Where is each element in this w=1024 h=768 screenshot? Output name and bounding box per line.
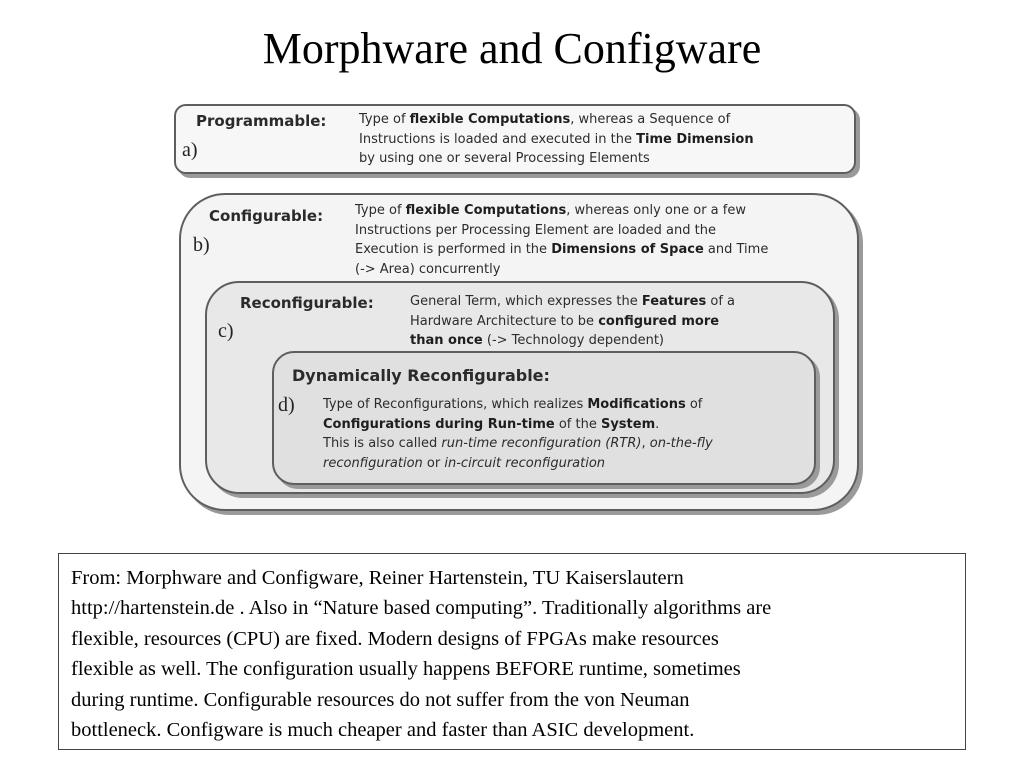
description-line: Hardware Architecture to be configured more [410, 313, 720, 329]
description-line: General Term, which expresses the Features of a [410, 294, 735, 309]
slide-title: Morphware and Configware [262, 24, 762, 73]
configurable-description [355, 201, 768, 279]
description-line: reconfiguration or in-circuit reconfiguration [323, 455, 606, 471]
reconfigurable-term: Reconfigurable: [240, 294, 374, 312]
programmable-term: Programmable: [196, 112, 327, 130]
label-a: a) [182, 139, 198, 161]
description-line: Instructions is loaded and executed in the Time Dimension [359, 131, 754, 147]
description-line: Configurations during Run-time of the System. [323, 416, 660, 432]
description-line: This is also called run-time reconfiguration (RTR), on-the-fly [323, 436, 713, 451]
note-line: From: Morphware and Configware, Reiner Hartenstein, TU Kaiserslautern [71, 567, 684, 589]
note-line: flexible as well. The configuration usually happens BEFORE runtime, sometimes [71, 658, 741, 681]
description-line: (-> Area) concurrently [355, 261, 501, 277]
label-d: d) [278, 394, 295, 416]
programmable-description [359, 110, 754, 169]
description-line: Type of flexible Computations, whereas a Sequence of [359, 112, 731, 127]
note-line: bottleneck. Configware is much cheaper and faster than ASIC development. [71, 719, 695, 742]
description-line: Type of Reconfigurations, which realizes Modifications of [323, 397, 703, 412]
note-line: http://hartenstein.de . Also in “Nature based computing”. Traditionally algorithms are [71, 597, 772, 620]
note-line: flexible, resources (CPU) are fixed. Modern designs of FPGAs make resources [71, 627, 719, 650]
dynamically-reconfigurable-term: Dynamically Reconfigurable: [292, 366, 550, 385]
source-note [58, 553, 966, 750]
description-line: Instructions per Processing Element are loaded and the [355, 222, 716, 238]
label-c: c) [218, 320, 234, 342]
description-line: than once (-> Technology dependent) [410, 333, 665, 348]
description-line: Type of flexible Computations, whereas only one or a few [355, 203, 746, 218]
dynamically-reconfigurable-description [323, 395, 713, 473]
reconfigurable-description [410, 292, 735, 351]
description-line: by using one or several Processing Elements [359, 151, 650, 166]
configurable-term: Configurable: [209, 207, 324, 225]
description-line: Execution is performed in the Dimensions of Space and Time [355, 242, 769, 257]
note-line: during runtime. Configurable resources do not suffer from the von Neuman [71, 688, 690, 711]
label-b: b) [193, 234, 210, 256]
